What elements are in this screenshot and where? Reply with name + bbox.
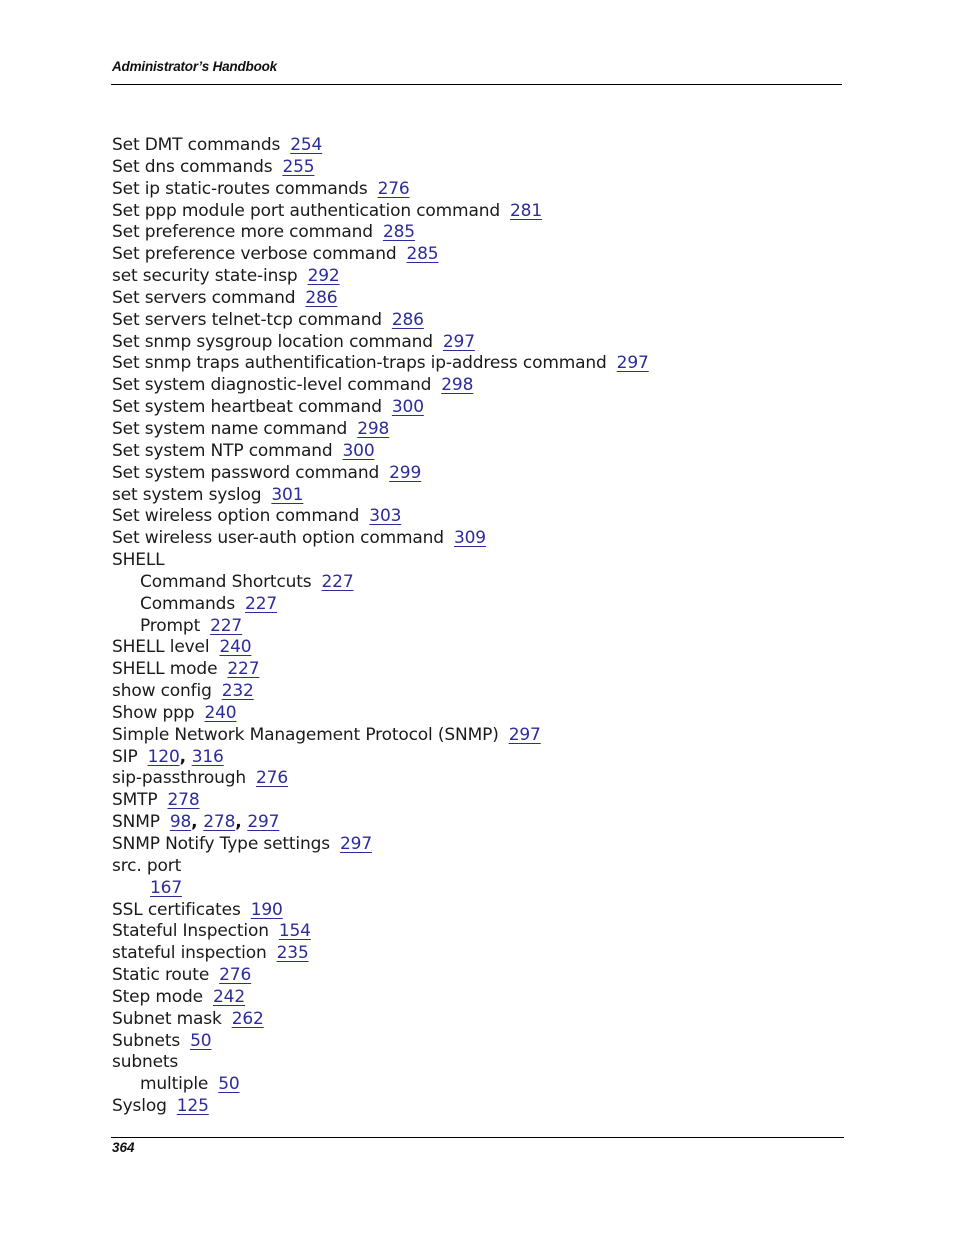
index-entry (112, 1031, 649, 1053)
page-link[interactable]: 154 (278, 921, 311, 942)
index-term: Set ip static-routes commands (112, 178, 368, 199)
index-entry (112, 659, 649, 681)
index-term: Set dns commands (112, 156, 273, 177)
page-link[interactable]: 262 (231, 1008, 264, 1029)
page-references (245, 594, 277, 614)
page-references (290, 135, 322, 155)
page-references (213, 987, 245, 1007)
page-link[interactable]: 278 (167, 790, 200, 811)
index-entry (112, 222, 649, 244)
index-entry (112, 703, 649, 725)
page-link[interactable]: 292 (307, 266, 340, 287)
page-references (210, 616, 242, 636)
page-references (308, 266, 340, 286)
page-link[interactable]: 286 (391, 309, 424, 330)
header-rule (111, 84, 842, 85)
index-entry (112, 921, 649, 943)
page-references (282, 157, 314, 177)
page-references (219, 965, 251, 985)
page-references (340, 834, 372, 854)
index-term: Set system diagnostic-level command (112, 375, 432, 396)
page-link[interactable]: 235 (276, 943, 309, 964)
page-references (279, 921, 311, 941)
page-references (357, 419, 389, 439)
page-link[interactable]: 240 (204, 702, 237, 723)
page-references (322, 572, 354, 592)
index-term: Set servers command (112, 287, 296, 308)
page-references (392, 397, 424, 417)
index-term: Syslog (112, 1096, 167, 1117)
index-term: Set ppp module port authentication command (112, 200, 500, 221)
index-entry (112, 135, 649, 157)
page-link[interactable]: 240 (219, 637, 252, 658)
page-link[interactable]: 276 (219, 965, 252, 986)
page-references (190, 1031, 211, 1051)
page-link[interactable]: 227 (210, 615, 243, 636)
page-references (168, 790, 200, 810)
page-references (148, 747, 224, 767)
page-link[interactable]: 316 (191, 746, 224, 767)
page-link[interactable]: 298 (441, 375, 474, 396)
index-entry (112, 528, 649, 550)
page-references (392, 310, 424, 330)
page-references (204, 703, 236, 723)
index-entry (112, 550, 649, 572)
index-term: Subnet mask (112, 1008, 222, 1029)
index-entry (112, 506, 649, 528)
page-references (232, 1009, 264, 1029)
page-link[interactable]: 227 (227, 659, 260, 680)
page-link[interactable]: 276 (255, 768, 288, 789)
index-term: Set wireless user-auth option command (112, 528, 444, 549)
index-term: Prompt (140, 615, 201, 636)
page-references (454, 528, 486, 548)
page-separator: , (179, 746, 192, 767)
page-link[interactable]: 276 (377, 178, 410, 199)
index-term: subnets (112, 1052, 179, 1073)
page-link[interactable]: 301 (271, 484, 304, 505)
index-term: Set servers telnet-tcp command (112, 309, 382, 330)
page-references (406, 244, 438, 264)
page-link[interactable]: 242 (212, 986, 245, 1007)
index-entry (112, 987, 649, 1009)
index-term: set security state-insp (112, 266, 298, 287)
page-link[interactable]: 278 (203, 812, 236, 833)
page-link[interactable]: 286 (305, 287, 338, 308)
index-term: src. port (112, 855, 182, 876)
index-entry (112, 856, 649, 878)
index-term: Set system heartbeat command (112, 397, 382, 418)
index-term: Set preference more command (112, 222, 373, 243)
page-separator: , (191, 812, 204, 833)
page-references (251, 900, 283, 920)
page-link[interactable]: 50 (218, 1074, 240, 1095)
index-term: SSL certificates (112, 899, 241, 920)
page-references (271, 485, 303, 505)
index-entry (112, 463, 649, 485)
page-references (222, 681, 254, 701)
index-entry (112, 375, 649, 397)
page-link[interactable]: 227 (245, 593, 278, 614)
index-entry (112, 834, 649, 856)
page-link[interactable]: 254 (290, 135, 323, 155)
index-entry (112, 1052, 649, 1074)
index-entry (112, 397, 649, 419)
page-link[interactable]: 227 (321, 571, 354, 592)
index-entry (112, 812, 649, 834)
page-link[interactable]: 297 (339, 834, 372, 854)
page-references (256, 768, 288, 788)
index-term: Show ppp (112, 702, 195, 723)
index-term: SHELL (112, 550, 165, 571)
index-subentry (112, 1074, 649, 1096)
index-term: SHELL mode (112, 659, 218, 680)
page-link[interactable]: 285 (406, 244, 439, 265)
index-entry (112, 1096, 649, 1118)
index-entry (112, 266, 649, 288)
page-references (150, 878, 182, 898)
index-entry (112, 965, 649, 987)
index-subentry (112, 594, 649, 616)
index-term: multiple (140, 1074, 209, 1095)
page-link[interactable]: 281 (510, 200, 542, 221)
index-term: Set snmp sysgroup location command (112, 331, 433, 352)
index-term: Set DMT commands (112, 135, 281, 155)
page-references (343, 441, 375, 461)
page-link[interactable]: 285 (382, 222, 415, 243)
page-link[interactable]: 300 (342, 440, 375, 461)
page-references (177, 1096, 209, 1116)
page-link[interactable]: 167 (150, 877, 182, 898)
index-subentry (112, 878, 649, 900)
index-term: Set system name command (112, 418, 348, 439)
index-term: stateful inspection (112, 943, 267, 964)
index-term: Subnets (112, 1030, 181, 1051)
index-term: SNMP Notify Type settings (112, 834, 330, 854)
index-term: SMTP (112, 790, 158, 811)
index-entry (112, 485, 649, 507)
page-link[interactable]: 50 (190, 1030, 212, 1051)
index-entry (112, 310, 649, 332)
page-separator: , (235, 812, 248, 833)
index-entry (112, 681, 649, 703)
page-link[interactable]: 297 (616, 353, 649, 374)
index-entry (112, 332, 649, 354)
index-term: Commands (140, 593, 236, 614)
index-term: show config (112, 681, 212, 702)
page-references (509, 725, 541, 745)
page-references (383, 222, 415, 242)
page-link[interactable]: 303 (369, 506, 402, 527)
index-term: Stateful Inspection (112, 921, 269, 942)
page-link[interactable]: 297 (508, 724, 541, 745)
page-references (441, 375, 473, 395)
index-entry (112, 900, 649, 922)
page-link[interactable]: 299 (389, 462, 422, 483)
index-entry (112, 790, 649, 812)
page-link[interactable]: 297 (247, 812, 280, 833)
page-references (277, 943, 309, 963)
index-term: Static route (112, 965, 210, 986)
index-term: Set wireless option command (112, 506, 360, 527)
index-term: SIP (112, 746, 138, 767)
index-list (112, 135, 649, 1118)
page-references (218, 1074, 239, 1094)
page-link[interactable]: 255 (282, 156, 315, 177)
index-subentry (112, 616, 649, 638)
index-term: Set system NTP command (112, 440, 333, 461)
page-references (510, 201, 542, 221)
page-references (305, 288, 337, 308)
page-references (170, 812, 280, 832)
index-entry (112, 1009, 649, 1031)
index-entry (112, 441, 649, 463)
index-subentry (112, 572, 649, 594)
index-term: Set preference verbose command (112, 244, 397, 265)
index-entry (112, 725, 649, 747)
page-link[interactable]: 298 (357, 418, 390, 439)
index-entry (112, 157, 649, 179)
index-term: Command Shortcuts (140, 571, 312, 592)
page-references (369, 506, 401, 526)
running-header: Administrator’s Handbook (112, 59, 277, 74)
page-references (617, 353, 649, 373)
index-term: SHELL level (112, 637, 210, 658)
page-link[interactable]: 125 (176, 1096, 209, 1117)
index-entry (112, 747, 649, 769)
page-references (389, 463, 421, 483)
index-entry (112, 179, 649, 201)
index-term: SNMP (112, 812, 160, 833)
index-entry (112, 637, 649, 659)
index-entry (112, 244, 649, 266)
index-term: set system syslog (112, 484, 262, 505)
index-entry (112, 288, 649, 310)
index-term: Simple Network Management Protocol (SNMP) (112, 724, 499, 745)
page-number: 364 (112, 1140, 135, 1155)
index-entry (112, 353, 649, 375)
page-link[interactable]: 120 (147, 746, 180, 767)
page-link[interactable]: 297 (442, 331, 475, 352)
page-link[interactable]: 300 (391, 397, 424, 418)
index-entry (112, 201, 649, 223)
index-term: Set snmp traps authentification-traps ip-address command (112, 353, 607, 374)
footer-rule (111, 1137, 844, 1138)
page-references (378, 179, 410, 199)
page-references (219, 637, 251, 657)
page-link[interactable]: 98 (169, 812, 192, 833)
index-entry (112, 943, 649, 965)
index-entry (112, 419, 649, 441)
page-references (227, 659, 259, 679)
index-term: sip-passthrough (112, 768, 246, 789)
index-entry (112, 768, 649, 790)
index-term: Set system password command (112, 462, 380, 483)
page-link[interactable]: 190 (250, 899, 283, 920)
page-link[interactable]: 309 (453, 528, 486, 549)
index-term: Step mode (112, 986, 203, 1007)
page-references (443, 332, 475, 352)
page-link[interactable]: 232 (221, 681, 254, 702)
